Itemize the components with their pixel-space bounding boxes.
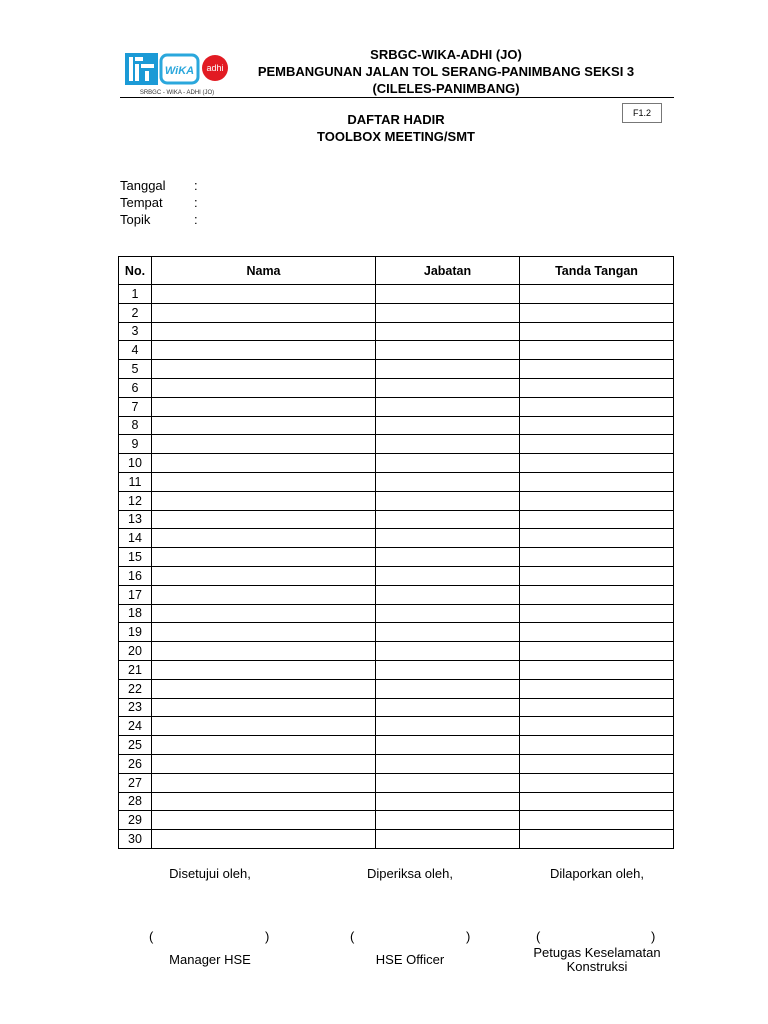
signature-open-paren: ( (536, 929, 541, 944)
nama-cell (152, 454, 376, 473)
nama-cell (152, 604, 376, 623)
svg-text:adhi: adhi (206, 63, 224, 73)
table-row (119, 548, 674, 567)
signature-cell (520, 435, 674, 454)
nama-cell (152, 736, 376, 755)
signature-close-paren: ) (466, 929, 471, 944)
row-number: 25 (119, 736, 152, 755)
row-number: 13 (119, 510, 152, 529)
jabatan-cell (376, 623, 520, 642)
svg-text:SRBGC - WIKA - ADHI (JO): SRBGC - WIKA - ADHI (JO) (139, 90, 215, 96)
signature-cell (520, 604, 674, 623)
nama-cell (152, 698, 376, 717)
table-row (119, 510, 674, 529)
row-number: 6 (119, 378, 152, 397)
table-row (119, 830, 674, 849)
jabatan-cell (376, 285, 520, 304)
nama-cell (152, 585, 376, 604)
jabatan-cell (376, 811, 520, 830)
row-number: 16 (119, 566, 152, 585)
nama-cell (152, 792, 376, 811)
jabatan-cell (376, 416, 520, 435)
jabatan-cell (376, 717, 520, 736)
signature-cell (520, 773, 674, 792)
nama-cell (152, 491, 376, 510)
signature-cell (520, 717, 674, 736)
nama-cell (152, 660, 376, 679)
row-number: 27 (119, 773, 152, 792)
jabatan-cell (376, 378, 520, 397)
row-number: 30 (119, 830, 152, 849)
table-row (119, 811, 674, 830)
jabatan-cell (376, 792, 520, 811)
reported-by-label: Dilaporkan oleh, (550, 866, 644, 881)
row-number: 22 (119, 679, 152, 698)
project-section: (CILELES-PANIMBANG) (372, 81, 520, 96)
column-header-tanda-tangan: Tanda Tangan (520, 257, 674, 285)
table-row (119, 792, 674, 811)
signature-cell (520, 698, 674, 717)
row-number: 14 (119, 529, 152, 548)
row-number: 8 (119, 416, 152, 435)
row-number: 26 (119, 754, 152, 773)
table-row (119, 491, 674, 510)
approved-by-label: Disetujui oleh, (169, 866, 251, 881)
table-row (119, 642, 674, 661)
jabatan-cell (376, 548, 520, 567)
table-row (119, 660, 674, 679)
role-hse-officer: HSE Officer (375, 952, 445, 967)
signature-cell (520, 529, 674, 548)
row-number: 1 (119, 285, 152, 304)
signature-close-paren: ) (265, 929, 270, 944)
row-number: 11 (119, 472, 152, 491)
signature-cell (520, 397, 674, 416)
signature-cell (520, 830, 674, 849)
signature-cell (520, 679, 674, 698)
jabatan-cell (376, 529, 520, 548)
signature-cell (520, 792, 674, 811)
nama-cell (152, 548, 376, 567)
row-number: 10 (119, 454, 152, 473)
nama-cell (152, 510, 376, 529)
table-row (119, 285, 674, 304)
signature-cell (520, 566, 674, 585)
signature-cell (520, 472, 674, 491)
signature-cell (520, 303, 674, 322)
jabatan-cell (376, 435, 520, 454)
nama-cell (152, 397, 376, 416)
role-petugas-keselamatan: Petugas Keselamatan Konstruksi (533, 945, 661, 974)
nama-cell (152, 830, 376, 849)
table-row (119, 472, 674, 491)
signature-cell (520, 378, 674, 397)
nama-cell (152, 717, 376, 736)
signature-cell (520, 360, 674, 379)
table-row (119, 566, 674, 585)
table-row (119, 378, 674, 397)
table-row (119, 698, 674, 717)
table-row (119, 754, 674, 773)
field-colon: : (194, 195, 198, 210)
nama-cell (152, 360, 376, 379)
nama-cell (152, 285, 376, 304)
row-number: 28 (119, 792, 152, 811)
row-number: 29 (119, 811, 152, 830)
jabatan-cell (376, 510, 520, 529)
signature-cell (520, 285, 674, 304)
table-row (119, 736, 674, 755)
field-colon: : (194, 178, 198, 193)
nama-cell (152, 472, 376, 491)
table-row (119, 773, 674, 792)
jabatan-cell (376, 660, 520, 679)
nama-cell (152, 642, 376, 661)
nama-cell (152, 754, 376, 773)
signature-close-paren: ) (651, 929, 656, 944)
row-number: 15 (119, 548, 152, 567)
signature-cell (520, 491, 674, 510)
signature-cell (520, 341, 674, 360)
table-row (119, 529, 674, 548)
jabatan-cell (376, 303, 520, 322)
signature-cell (520, 585, 674, 604)
row-number: 3 (119, 322, 152, 341)
row-number: 17 (119, 585, 152, 604)
nama-cell (152, 529, 376, 548)
document-subtitle: TOOLBOX MEETING/SMT (317, 129, 475, 144)
table-row (119, 454, 674, 473)
row-number: 23 (119, 698, 152, 717)
jabatan-cell (376, 773, 520, 792)
attendance-table (118, 256, 674, 849)
signature-cell (520, 754, 674, 773)
table-row (119, 435, 674, 454)
checked-by-label: Diperiksa oleh, (367, 866, 453, 881)
nama-cell (152, 811, 376, 830)
row-number: 18 (119, 604, 152, 623)
table-row (119, 360, 674, 379)
svg-text:WiKA: WiKA (164, 65, 195, 77)
table-row (119, 585, 674, 604)
field-label-topik: Topik (120, 212, 151, 227)
row-number: 20 (119, 642, 152, 661)
nama-cell (152, 341, 376, 360)
nama-cell (152, 416, 376, 435)
nama-cell (152, 378, 376, 397)
signature-cell (520, 642, 674, 661)
table-row (119, 623, 674, 642)
column-header-nama: Nama (152, 257, 376, 285)
table-header-row (119, 257, 674, 285)
signature-cell (520, 454, 674, 473)
row-number: 24 (119, 717, 152, 736)
nama-cell (152, 623, 376, 642)
project-name: PEMBANGUNAN JALAN TOL SERANG-PANIMBANG SEKSI 3 (257, 64, 635, 79)
table-row (119, 322, 674, 341)
row-number: 12 (119, 491, 152, 510)
column-header-no: No. (119, 257, 152, 285)
nama-cell (152, 566, 376, 585)
field-label-tempat: Tempat (120, 195, 163, 210)
row-number: 9 (119, 435, 152, 454)
jabatan-cell (376, 698, 520, 717)
jabatan-cell (376, 341, 520, 360)
table-row (119, 397, 674, 416)
jabatan-cell (376, 566, 520, 585)
logos-graphic (124, 50, 230, 96)
jabatan-cell (376, 454, 520, 473)
field-label-tanggal: Tanggal (120, 178, 166, 193)
row-number: 4 (119, 341, 152, 360)
signature-cell (520, 322, 674, 341)
row-number: 5 (119, 360, 152, 379)
nama-cell (152, 773, 376, 792)
row-number: 7 (119, 397, 152, 416)
form-code-badge: F1.2 (622, 103, 662, 123)
signature-cell (520, 623, 674, 642)
signature-cell (520, 811, 674, 830)
table-row (119, 717, 674, 736)
jabatan-cell (376, 472, 520, 491)
nama-cell (152, 435, 376, 454)
nama-cell (152, 303, 376, 322)
signature-cell (520, 736, 674, 755)
jabatan-cell (376, 736, 520, 755)
jabatan-cell (376, 679, 520, 698)
jabatan-cell (376, 642, 520, 661)
role-manager-hse: Manager HSE (169, 952, 251, 967)
signature-open-paren: ( (350, 929, 355, 944)
company-name: SRBGC-WIKA-ADHI (JO) (370, 47, 522, 62)
table-row (119, 341, 674, 360)
signature-cell (520, 510, 674, 529)
signature-cell (520, 416, 674, 435)
jabatan-cell (376, 585, 520, 604)
nama-cell (152, 322, 376, 341)
row-number: 21 (119, 660, 152, 679)
company-logos (124, 50, 230, 96)
column-header-jabatan: Jabatan (376, 257, 520, 285)
table-row (119, 416, 674, 435)
signature-open-paren: ( (149, 929, 154, 944)
jabatan-cell (376, 754, 520, 773)
header-divider (120, 97, 674, 98)
signature-cell (520, 660, 674, 679)
nama-cell (152, 679, 376, 698)
table-row (119, 679, 674, 698)
row-number: 2 (119, 303, 152, 322)
signature-cell (520, 548, 674, 567)
table-row (119, 604, 674, 623)
jabatan-cell (376, 397, 520, 416)
jabatan-cell (376, 604, 520, 623)
table-row (119, 303, 674, 322)
field-colon: : (194, 212, 198, 227)
jabatan-cell (376, 491, 520, 510)
jabatan-cell (376, 830, 520, 849)
document-title: DAFTAR HADIR (347, 112, 445, 127)
jabatan-cell (376, 322, 520, 341)
jabatan-cell (376, 360, 520, 379)
row-number: 19 (119, 623, 152, 642)
